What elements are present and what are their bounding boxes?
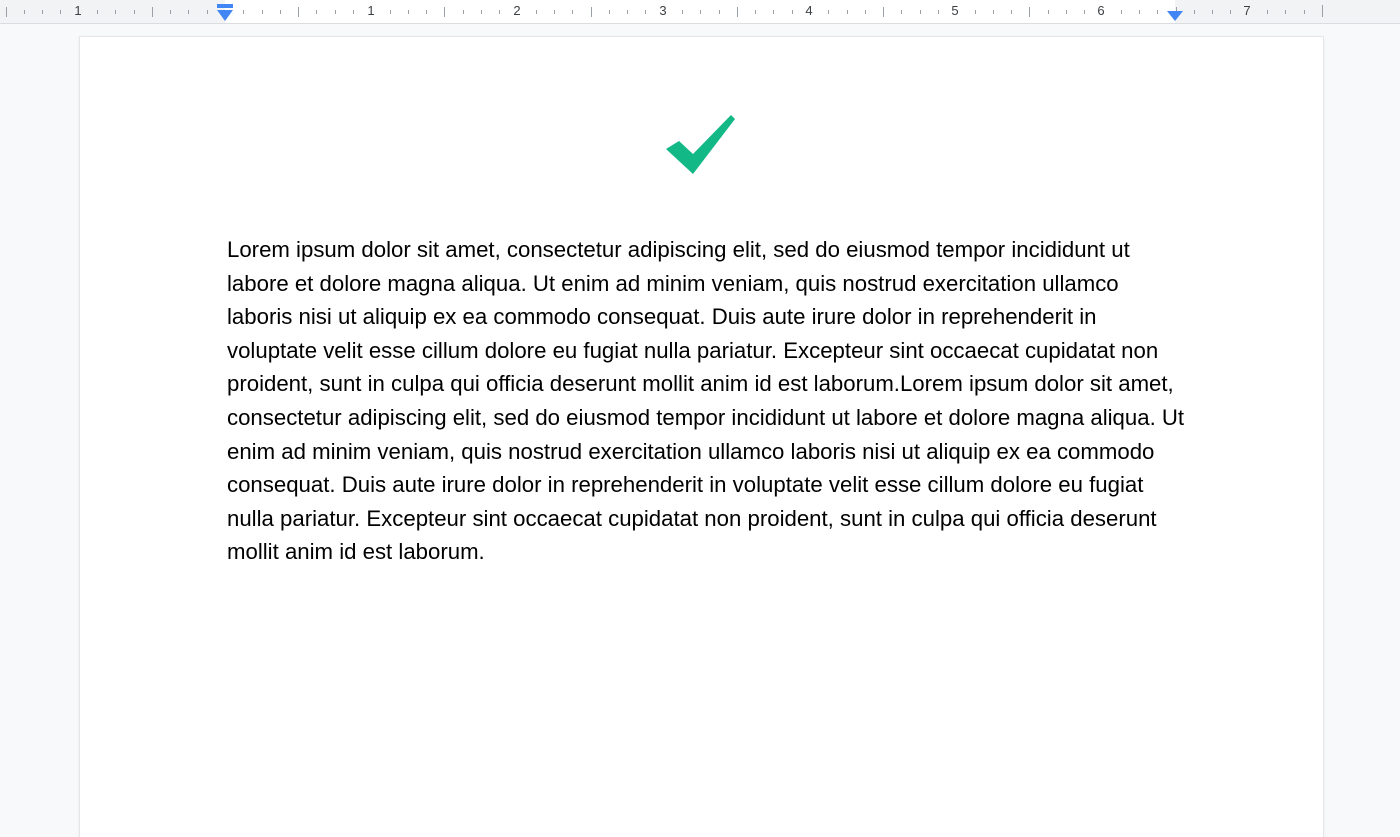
ruler-tick bbox=[134, 10, 135, 14]
ruler-label-5: 5 bbox=[951, 3, 959, 18]
ruler-tick bbox=[1066, 10, 1067, 14]
ruler-tick bbox=[1011, 10, 1012, 14]
ruler-right-margin bbox=[1175, 0, 1400, 23]
ruler-tick bbox=[773, 10, 774, 14]
ruler-tick bbox=[554, 10, 555, 14]
ruler-tick bbox=[609, 10, 610, 14]
ruler-tick bbox=[353, 10, 354, 14]
ruler-tick bbox=[737, 7, 738, 17]
ruler-tick bbox=[426, 10, 427, 14]
ruler-tick bbox=[6, 7, 7, 17]
ruler-tick bbox=[719, 10, 720, 14]
ruler-tick bbox=[1029, 7, 1030, 17]
ruler-tick bbox=[920, 10, 921, 14]
ruler-tick bbox=[682, 10, 683, 14]
ruler-tick bbox=[316, 10, 317, 14]
ruler-tick bbox=[938, 10, 939, 14]
checkmark-icon bbox=[665, 113, 737, 177]
ruler-tick bbox=[865, 10, 866, 14]
ruler-tick bbox=[901, 10, 902, 14]
ruler-tick bbox=[152, 7, 153, 17]
ruler-tick bbox=[1194, 10, 1195, 14]
ruler-tick bbox=[1048, 10, 1049, 14]
ruler-tick bbox=[170, 10, 171, 14]
document-page[interactable] bbox=[80, 37, 1323, 837]
ruler-end-tick bbox=[1322, 5, 1323, 17]
ruler-tick bbox=[444, 7, 445, 17]
ruler-tick bbox=[847, 10, 848, 14]
ruler-tick bbox=[298, 7, 299, 17]
ruler-tick bbox=[792, 10, 793, 14]
ruler-tick bbox=[645, 10, 646, 14]
ruler-tick bbox=[755, 10, 756, 14]
left-indent-marker-icon[interactable] bbox=[216, 4, 234, 22]
ruler-tick bbox=[975, 10, 976, 14]
ruler-tick bbox=[700, 10, 701, 14]
document-paragraph[interactable]: Lorem ipsum dolor sit amet, consectetur adipiscing elit, sed do eiusmod tempor incididunt ut labore et dolore magna aliqua. Ut enim ad minim veniam, quis nostrud exercitation ullamco laboris nisi ut aliquip ex ea commodo consequat. Duis aute irure dolor in reprehenderit in voluptate velit esse cillum dolore eu fugiat nulla pariatur. Excepteur sint occaecat cupidatat non proident, sunt in culpa qui officia deserunt mollit anim id est laborum.Lorem ipsum dolor sit amet, consectetur adipiscing elit, sed do eiusmod tempor incididunt ut labore et dolore magna aliqua. Ut enim ad minim veniam, quis nostrud exercitation ullamco laboris nisi ut aliquip ex ea commodo consequat. Duis aute irure dolor in reprehenderit in voluptate velit esse cillum dolore eu fugiat nulla pariatur. Excepteur sint occaecat cupidatat non proident, sunt in culpa qui officia deserunt mollit anim id est laborum. bbox=[227, 237, 1185, 565]
ruler-tick bbox=[481, 10, 482, 14]
ruler-tick bbox=[1267, 10, 1268, 14]
ruler-tick bbox=[1212, 10, 1213, 14]
horizontal-ruler[interactable] bbox=[0, 0, 1400, 24]
ruler-tick bbox=[1285, 10, 1286, 14]
ruler-tick bbox=[1139, 10, 1140, 14]
ruler-tick bbox=[883, 7, 884, 17]
ruler-tick bbox=[1157, 10, 1158, 14]
ruler-label-2: 2 bbox=[513, 3, 521, 18]
ruler-tick bbox=[1084, 10, 1085, 14]
ruler-tick bbox=[572, 10, 573, 14]
ruler-tick bbox=[408, 10, 409, 14]
right-indent-marker-icon[interactable] bbox=[1166, 9, 1184, 23]
ruler-tick bbox=[42, 10, 43, 14]
ruler-tick bbox=[627, 10, 628, 14]
ruler-tick bbox=[1304, 10, 1305, 14]
ruler-tick bbox=[115, 10, 116, 14]
ruler-tick bbox=[24, 10, 25, 14]
ruler-tick bbox=[499, 10, 500, 14]
ruler-label-neg-1: 1 bbox=[74, 3, 82, 18]
ruler-tick bbox=[60, 10, 61, 14]
ruler-label-4: 4 bbox=[805, 3, 813, 18]
ruler-tick bbox=[591, 7, 592, 17]
ruler-label-7: 7 bbox=[1243, 3, 1251, 18]
ruler-tick bbox=[993, 10, 994, 14]
ruler-tick bbox=[280, 10, 281, 14]
ruler-label-3: 3 bbox=[659, 3, 667, 18]
ruler-tick bbox=[536, 10, 537, 14]
ruler-left-margin bbox=[0, 0, 225, 23]
ruler-tick bbox=[335, 10, 336, 14]
ruler-tick bbox=[828, 10, 829, 14]
ruler-tick bbox=[97, 10, 98, 14]
ruler-tick bbox=[1230, 10, 1231, 14]
ruler-tick bbox=[262, 10, 263, 14]
ruler-tick bbox=[1121, 10, 1122, 14]
ruler-tick bbox=[243, 10, 244, 14]
ruler-label-1: 1 bbox=[367, 3, 375, 18]
ruler-tick bbox=[188, 10, 189, 14]
ruler-tick bbox=[390, 10, 391, 14]
ruler-tick bbox=[463, 10, 464, 14]
ruler-label-6: 6 bbox=[1097, 3, 1105, 18]
ruler-tick bbox=[207, 10, 208, 14]
